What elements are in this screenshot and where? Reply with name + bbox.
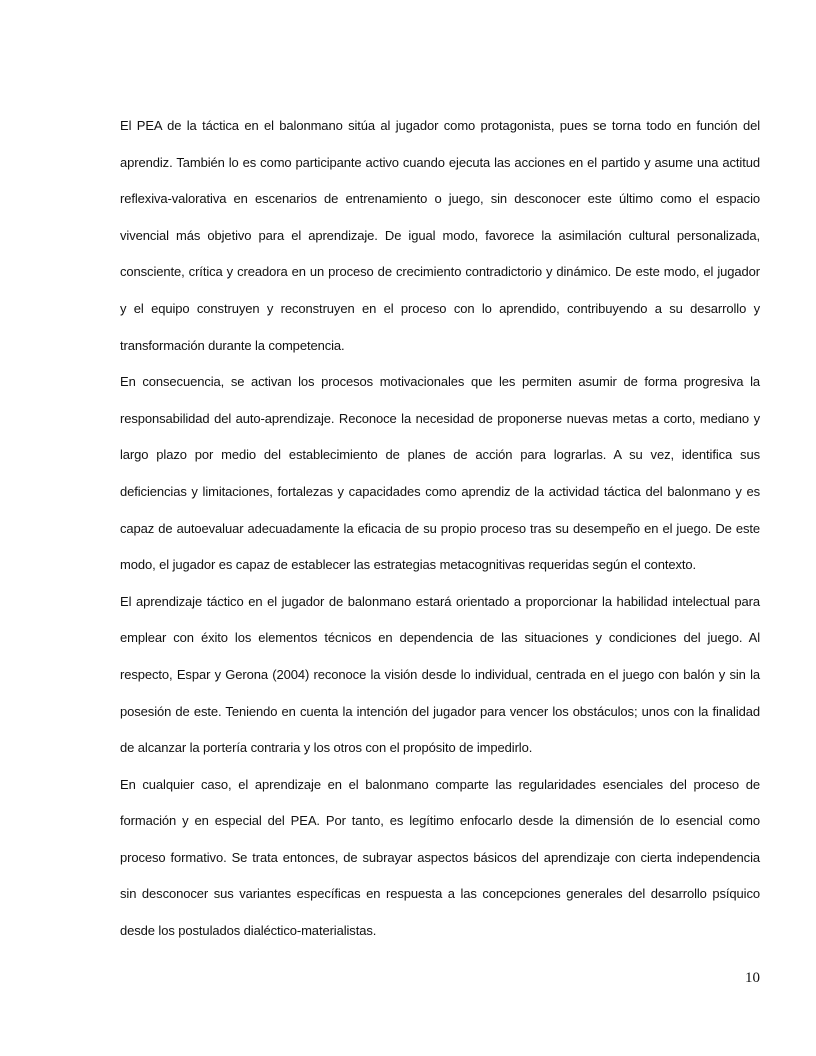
paragraph-1: El PEA de la táctica en el balonmano sitúa al jugador como protagonista, pues se torna todo en función del aprendiz. También lo es como participante activo cuando ejecuta las acciones en el partido y asume una actitud reflexiva-valorativa en escenarios de entrenamiento o juego, sin desconocer este último como el espacio vivencial más objetivo para el aprendizaje. De igual modo, favorece la asimilación cultural personalizada, consciente, crítica y creadora en un proceso de crecimiento contradictorio y dinámico. De este modo, el jugador y el equipo construyen y reconstruyen en el proceso con lo aprendido, contribuyendo a su desarrollo y transformación durante la competencia. (120, 118, 760, 353)
paragraph-2: En consecuencia, se activan los procesos motivacionales que les permiten asumir de forma progresiva la responsabilidad del auto-aprendizaje. Reconoce la necesidad de proponerse nuevas metas a corto, mediano y largo plazo por medio del establecimiento de planes de acción para lograrlas. A su vez, identifica sus deficiencias y limitaciones, fortalezas y capacidades como aprendiz de la actividad táctica del balonmano y es capaz de autoevaluar adecuadamente la eficacia de su propio proceso tras su desempeño en el juego. De este modo, el jugador es capaz de establecer las estrategias metacognitivas requeridas según el contexto. (120, 374, 760, 573)
page-number: 10 (745, 970, 760, 986)
paragraph-4: En cualquier caso, el aprendizaje en el balonmano comparte las regularidades esenciales del proceso de formación y en especial del PEA. Por tanto, es legítimo enfocarlo desde la dimensión de lo esencial como proceso formativo. Se trata entonces, de subrayar aspectos básicos del aprendizaje con cierta independencia sin desconocer sus variantes específicas en respuesta a las concepciones generales del desarrollo psíquico desde los postulados dialéctico-materialistas. (120, 776, 760, 939)
body-text (120, 108, 760, 950)
paragraph-3: El aprendizaje táctico en el jugador de balonmano estará orientado a proporcionar la habilidad intelectual para emplear con éxito los elementos técnicos en dependencia de las situaciones y condiciones del juego. Al respecto, Espar y Gerona (2004) reconoce la visión desde lo individual, centrada en el juego con balón y sin la posesión de este. Teniendo en cuenta la intención del jugador para vencer los obstáculos; unos con la finalidad de alcanzar la portería contraria y los otros con el propósito de impedirlo. (120, 593, 760, 756)
